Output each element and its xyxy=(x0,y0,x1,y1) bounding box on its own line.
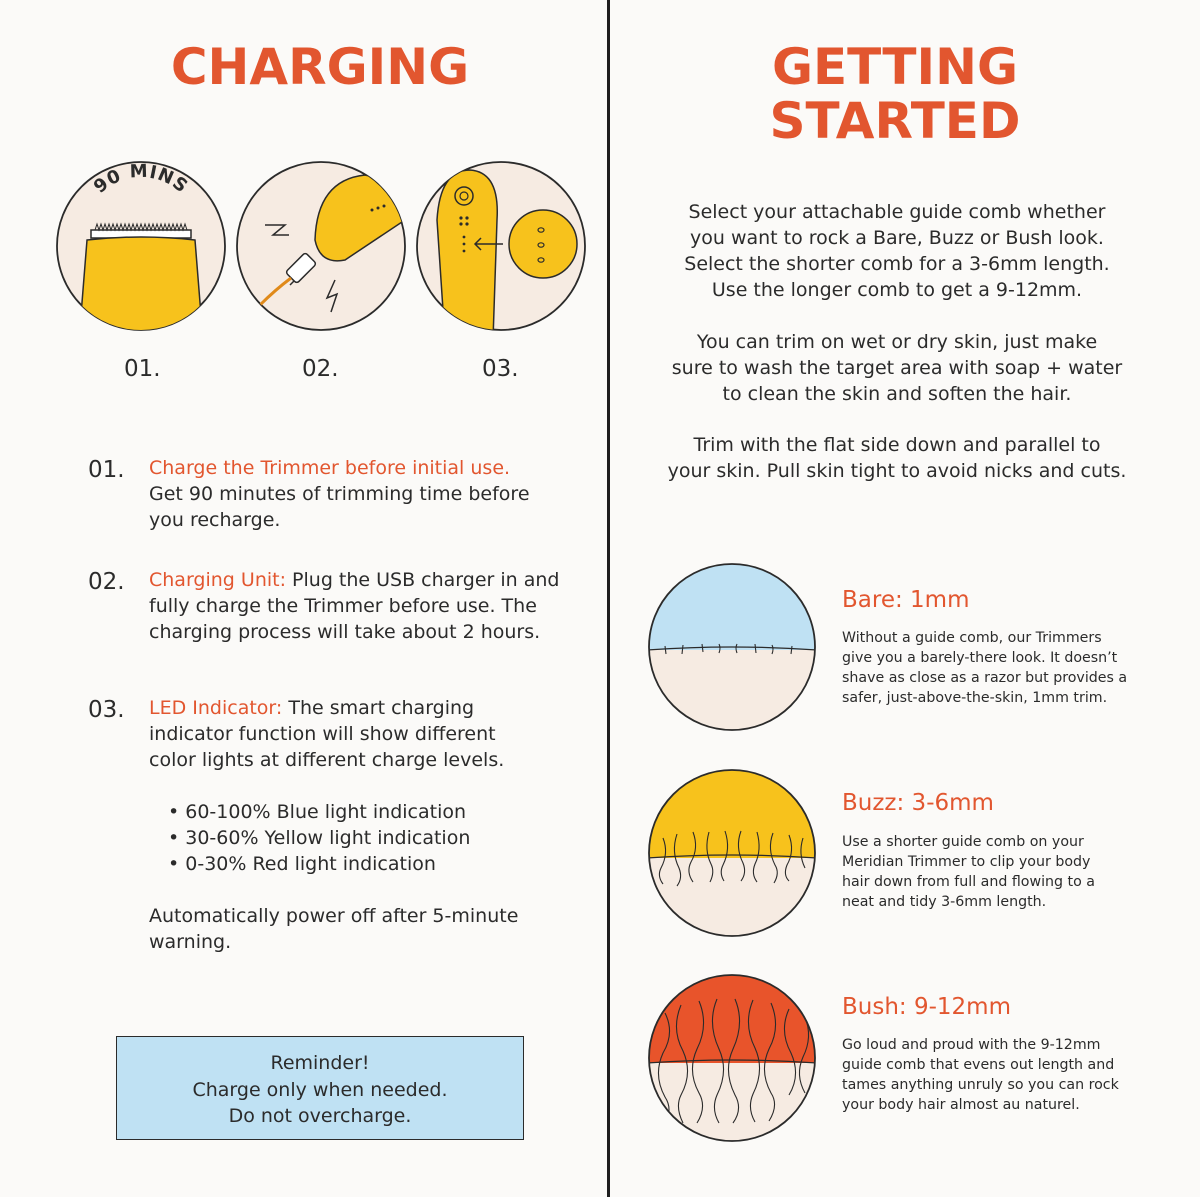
intro-paragraph-1 xyxy=(640,199,1154,303)
step-3-illustration xyxy=(415,160,587,332)
intro-paragraph-3 xyxy=(640,432,1154,484)
led-indicator-zoom-icon xyxy=(509,210,577,278)
list-item: • 0-30% Red light indication xyxy=(168,853,436,875)
paragraph-line: sure to wash the target area with soap + water xyxy=(671,357,1123,379)
description-line: tames anything unruly so you can rock xyxy=(842,1077,1119,1093)
description-line: your body hair almost au naturel. xyxy=(842,1097,1080,1113)
paragraph-line: you want to rock a Bare, Buzz or Bush look. xyxy=(690,227,1104,249)
paragraph-line: Trim with the flat side down and parallel to xyxy=(693,434,1101,456)
list-item: • 60-100% Blue light indication xyxy=(168,801,467,823)
description-line: give you a barely-there look. It doesn’t xyxy=(842,650,1118,666)
instruction-2 xyxy=(88,567,568,645)
buzz-title: Buzz: 3-6mm xyxy=(842,790,994,816)
bare-description xyxy=(842,628,1162,708)
step-label-1: 01. xyxy=(124,356,161,382)
bush-hair-illustration xyxy=(647,973,817,1143)
intro-paragraph-2 xyxy=(640,329,1154,407)
buzz-description xyxy=(842,832,1162,912)
instruction-text: The smart charging indicator function will show different color lights at different charge levels. xyxy=(149,697,505,771)
bare-title: Bare: 1mm xyxy=(842,587,970,613)
instruction-number: 03. xyxy=(88,697,125,723)
buzz-hair-illustration xyxy=(647,768,817,938)
description-line: guide comb that evens out length and xyxy=(842,1057,1115,1073)
paragraph-line: your skin. Pull skin tight to avoid nicks and cuts. xyxy=(667,460,1127,482)
paragraph-line: Select your attachable guide comb whether xyxy=(688,201,1106,223)
description-line: neat and tidy 3-6mm length. xyxy=(842,894,1047,910)
column-divider xyxy=(607,0,610,1197)
instruction-highlight: Charge the Trimmer before initial use. xyxy=(149,457,511,479)
title-line: STARTED xyxy=(769,92,1021,150)
title-line: GETTING xyxy=(771,38,1019,96)
description-line: Use a shorter guide comb on your xyxy=(842,834,1084,850)
step-label-2: 02. xyxy=(302,356,339,382)
paragraph-line: Select the shorter comb for a 3-6mm length. xyxy=(684,253,1110,275)
description-line: Meridian Trimmer to clip your body xyxy=(842,854,1091,870)
description-line: Go loud and proud with the 9-12mm xyxy=(842,1037,1101,1053)
step-2-illustration xyxy=(235,160,407,332)
instruction-number: 02. xyxy=(88,569,125,595)
instruction-highlight: LED Indicator: xyxy=(149,697,283,719)
reminder-title: Reminder! xyxy=(270,1052,370,1074)
instruction-text: Plug the USB charger in and fully charge the Trimmer before use. The charging process will take about 2 hours. xyxy=(149,569,560,643)
90-mins-badge: 90 MINS xyxy=(89,160,193,198)
description-line: Without a guide comb, our Trimmers xyxy=(842,630,1102,646)
instruction-highlight: Charging Unit: xyxy=(149,569,286,591)
instruction-3 xyxy=(88,695,568,773)
charging-title: CHARGING xyxy=(170,38,470,96)
bush-description xyxy=(842,1035,1162,1115)
description-line: shave as close as a razor but provides a xyxy=(842,670,1128,686)
trimmer-icon xyxy=(79,224,203,332)
list-item: • 30-60% Yellow light indication xyxy=(168,827,471,849)
instruction-text: Get 90 minutes of trimming time before you recharge. xyxy=(149,483,530,531)
paragraph-line: to clean the skin and soften the hair. xyxy=(722,383,1072,405)
bare-hair-illustration xyxy=(647,562,817,732)
instruction-1 xyxy=(88,455,568,533)
getting-started-title xyxy=(700,40,1090,148)
reminder-line: Charge only when needed. xyxy=(192,1078,448,1101)
paragraph-line: You can trim on wet or dry skin, just make xyxy=(696,331,1098,353)
step-label-3: 03. xyxy=(482,356,519,382)
step-1-illustration xyxy=(55,160,227,332)
bush-title: Bush: 9-12mm xyxy=(842,994,1011,1020)
led-levels-list xyxy=(168,799,470,877)
reminder-line: Do not overcharge. xyxy=(228,1105,412,1127)
auto-off-note: Automatically power off after 5-minute warning. xyxy=(149,905,519,953)
description-line: hair down from full and flowing to a xyxy=(842,874,1095,890)
description-line: safer, just-above-the-skin, 1mm trim. xyxy=(842,690,1108,706)
reminder-box xyxy=(116,1036,524,1140)
paragraph-line: Use the longer comb to get a 9-12mm. xyxy=(711,279,1083,301)
instruction-number: 01. xyxy=(88,457,125,483)
